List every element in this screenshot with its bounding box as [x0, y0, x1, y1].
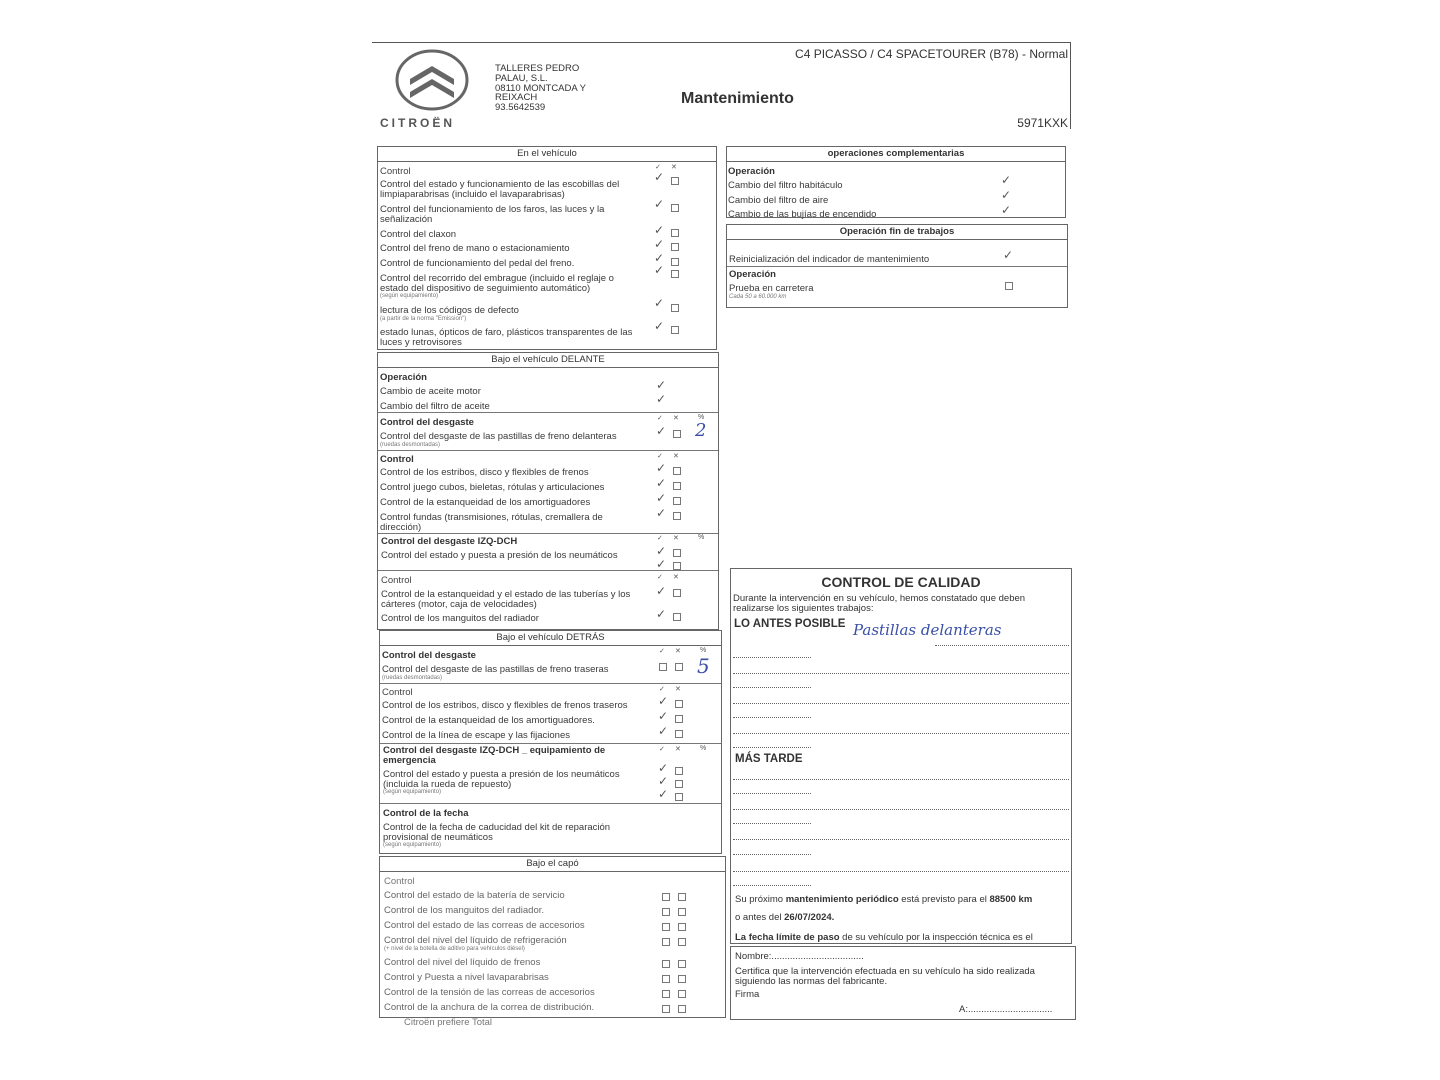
- column-pct: %: [700, 647, 707, 654]
- checkbox-icon: [675, 793, 683, 801]
- check-mark-icon: ✓: [654, 251, 665, 265]
- section-complementarias: [726, 146, 1066, 218]
- item-note: (ruedas desmontadas): [380, 441, 441, 448]
- item-text: Control del recorrido del embrague (incluido el reglaje o estado del dispositivo de seguimiento automático): [380, 273, 614, 294]
- list-item: estado lunas, ópticos de faro, plásticos transparentes de las luces y retrovisores: [380, 327, 633, 348]
- list-item: Cambio del filtro de aceite: [380, 401, 490, 412]
- handwritten-note: Pastillas delanteras: [853, 621, 1002, 639]
- dealer-info: TALLERES PEDRO PALAU, S.L. 08110 MONTCADA Y REIXACH 93.5642539: [495, 63, 586, 114]
- item-text: Prueba en carretera: [729, 283, 814, 294]
- checkbox-icon: [662, 923, 670, 931]
- check-mark-icon: ✓: [1001, 173, 1012, 187]
- list-item: [380, 432, 640, 448]
- list-item: Cambio de las bujías de encendido: [728, 209, 877, 220]
- column-ko: ✕: [673, 535, 679, 542]
- check-mark-icon: ✓: [656, 476, 667, 490]
- checkbox-icon: [673, 549, 681, 557]
- next-date-value: 26/07/2024.: [784, 912, 835, 923]
- list-item: Control de la línea de escape y las fijaciones: [382, 730, 571, 741]
- column-ok: ✓: [657, 415, 663, 422]
- check-mark-icon: ✓: [656, 544, 667, 558]
- checkbox-icon: [671, 326, 679, 334]
- section-firma: [730, 946, 1076, 1020]
- column-ok: ✓: [657, 574, 663, 581]
- itv-note: [735, 933, 1033, 943]
- list-item: Control del estado y puesta a presión de los neumáticos: [381, 550, 618, 561]
- list-item: [384, 936, 644, 952]
- checkbox-icon: [671, 243, 679, 251]
- list-item: [383, 823, 633, 848]
- dotted-line: [733, 793, 811, 794]
- dotted-line: [733, 733, 1069, 734]
- checkbox-icon: [671, 204, 679, 212]
- text: mantenimiento periódico: [785, 894, 899, 905]
- list-item: Cambio de aceite motor: [380, 386, 481, 397]
- list-item: [382, 665, 642, 681]
- group-label: Control del desgaste IZQ-DCH: [381, 536, 518, 547]
- checkbox-icon: [678, 975, 686, 983]
- group-label: Control: [380, 454, 414, 465]
- section-delante: [377, 352, 719, 630]
- list-item: Control del claxon: [380, 229, 457, 240]
- group-label: Control: [380, 166, 411, 177]
- dotted-line: [733, 657, 811, 658]
- dotted-line: [733, 703, 1069, 704]
- quality-intro: Durante la intervención en su vehículo, hemos constatado que deben realizarse los siguientes trabajos:: [733, 593, 1026, 614]
- item-text: Control del nivel del líquido de refrigeración: [384, 935, 567, 946]
- list-item: [380, 274, 630, 299]
- group-label: Control: [381, 575, 412, 586]
- checkbox-icon: [671, 304, 679, 312]
- checkbox-icon: [673, 562, 681, 570]
- check-mark-icon: ✓: [656, 584, 667, 598]
- checkbox-icon: [675, 700, 683, 708]
- list-item: Control de la estanqueidad y el estado de las tuberías y los cárteres (motor, caja de velocidades): [381, 589, 631, 610]
- text: La fecha límite de paso: [735, 932, 840, 943]
- check-mark-icon: ✓: [656, 392, 667, 406]
- divider: [378, 412, 718, 413]
- list-item: Control fundas (transmisiones, rótulas, cremallera de dirección): [380, 512, 603, 533]
- checkbox-icon: [673, 589, 681, 597]
- column-ok: ✓: [655, 164, 661, 171]
- checkbox-icon: [659, 663, 667, 671]
- group-label: Control: [382, 687, 413, 698]
- later-heading: MÁS TARDE: [735, 753, 803, 765]
- divider: [380, 683, 721, 684]
- checkbox-icon: [662, 938, 670, 946]
- license-plate: 5971KXK: [1017, 116, 1068, 130]
- check-mark-icon: ✓: [654, 197, 665, 211]
- column-ko: ✕: [675, 746, 681, 753]
- item-text: Control del desgaste de las pastillas de freno traseras: [382, 664, 609, 675]
- check-mark-icon: ✓: [656, 424, 667, 438]
- text: Su próximo: [735, 894, 786, 905]
- dotted-line: [733, 779, 1069, 780]
- item-note: Cada 50 a 60.000 km: [729, 293, 787, 300]
- checkbox-icon: [673, 497, 681, 505]
- text: o antes del: [735, 912, 785, 923]
- column-pct: %: [700, 745, 707, 752]
- handwritten-value: 2: [695, 420, 707, 441]
- column-ko: ✕: [671, 164, 677, 171]
- check-mark-icon: ✓: [1001, 203, 1012, 217]
- checkbox-icon: [673, 467, 681, 475]
- list-item: Control de la estanqueidad de los amortiguadores.: [382, 715, 595, 726]
- dotted-line: [733, 717, 811, 718]
- column-ok: ✓: [659, 648, 665, 655]
- column-pct: %: [698, 414, 705, 421]
- dotted-line: [733, 809, 1069, 810]
- list-item: Control del freno de mano o estacionamiento: [380, 243, 570, 254]
- item-note: (según equipamiento): [383, 789, 442, 796]
- list-item: Control del estado y funcionamiento de las escobillas del limpiaparabrisas (incluido el lavaparabrisas): [380, 179, 620, 200]
- list-item: Control del estado de la batería de servicio: [384, 890, 565, 901]
- quality-title: CONTROL DE CALIDAD: [821, 574, 981, 590]
- list-item: [729, 284, 814, 300]
- checkbox-icon: [678, 1005, 686, 1013]
- checkbox-icon: [662, 908, 670, 916]
- certification-text: Certifica que la intervención efectuada en su vehículo ha sido realizada siguiendo las normas del fabricante.: [735, 966, 1035, 987]
- check-mark-icon: ✓: [658, 787, 669, 801]
- dotted-line: [733, 823, 811, 824]
- item-note: (+ nivel de la botella de aditivo para vehículos diésel): [384, 945, 525, 952]
- maintenance-sheet: [372, 40, 1078, 1040]
- check-mark-icon: ✓: [658, 694, 669, 708]
- list-item: Control de los estribos, disco y flexibles de frenos traseros: [382, 700, 628, 711]
- list-item: Cambio del filtro habitáculo: [728, 180, 843, 191]
- checkbox-icon: [673, 512, 681, 520]
- check-mark-icon: ✓: [658, 774, 669, 788]
- checkbox-icon: [675, 780, 683, 788]
- check-mark-icon: ✓: [654, 263, 665, 277]
- group-label: Control de la fecha: [383, 808, 469, 819]
- asap-heading: LO ANTES POSIBLE: [734, 618, 846, 630]
- list-item: Control de los estribos, disco y flexibles de frenos: [380, 467, 589, 478]
- dotted-line: [733, 854, 811, 855]
- divider: [727, 266, 1067, 267]
- text: de su vehículo por la inspección técnica es el: [839, 932, 1033, 943]
- name-line: Nombre:...................................: [735, 951, 864, 962]
- column-ok: ✓: [657, 535, 663, 542]
- column-ko: ✕: [675, 648, 681, 655]
- section-title: Bajo el vehículo DETRÁS: [380, 631, 721, 646]
- section-title: operaciones complementarias: [727, 147, 1065, 162]
- checkbox-icon: [662, 1005, 670, 1013]
- list-item: Control y Puesta a nivel lavaparabrisas: [384, 972, 549, 983]
- group-label: Operación: [728, 166, 775, 177]
- list-item: Control de la estanqueidad de los amortiguadores: [380, 497, 591, 508]
- column-ko: ✕: [673, 415, 679, 422]
- column-ko: ✕: [673, 574, 679, 581]
- checkbox-icon: [673, 482, 681, 490]
- group-label: Control del desgaste: [380, 417, 474, 428]
- column-ok: ✓: [659, 746, 665, 753]
- group-label: Operación: [380, 372, 427, 383]
- section-title: Bajo el capó: [380, 857, 725, 872]
- dotted-line: [733, 885, 811, 886]
- check-mark-icon: ✓: [656, 506, 667, 520]
- divider: [380, 803, 721, 804]
- page-title: Mantenimiento: [681, 90, 794, 107]
- list-item: Control de los manguitos del radiador: [381, 613, 539, 624]
- list-item: Control de la tensión de las correas de accesorios: [384, 987, 595, 998]
- dotted-line: [733, 871, 1069, 872]
- check-mark-icon: ✓: [656, 378, 667, 392]
- divider: [378, 450, 718, 451]
- column-pct: %: [698, 534, 705, 541]
- next-km: 88500 km: [989, 894, 1033, 905]
- list-item: Control de los manguitos del radiador.: [384, 905, 545, 916]
- check-mark-icon: ✓: [654, 223, 665, 237]
- group-label: Control: [384, 876, 415, 887]
- check-mark-icon: ✓: [656, 607, 667, 621]
- item-note: (según equipamiento): [380, 293, 439, 300]
- group-label: Control del desgaste IZQ-DCH _ equipamiento de emergencia: [383, 745, 606, 766]
- divider: [380, 743, 721, 744]
- vehicle-model: C4 PICASSO / C4 SPACETOURER (B78) - Normal: [795, 47, 1068, 61]
- dotted-line: [733, 673, 1069, 674]
- checkbox-icon: [675, 730, 683, 738]
- signature-label: Firma: [735, 989, 760, 1000]
- section-en-vehiculo: [377, 146, 717, 350]
- checkbox-icon: [671, 177, 679, 185]
- citroen-logo-icon: [394, 49, 470, 111]
- section-fin-trabajos: [726, 224, 1068, 308]
- item-text: Control de la fecha de caducidad del kit de reparación provisional de neumáticos: [383, 822, 611, 843]
- handwritten-value: 5: [697, 654, 710, 678]
- checkbox-icon: [675, 715, 683, 723]
- place-line: A:................................: [959, 1004, 1053, 1015]
- sheet-header: [372, 42, 1071, 129]
- check-mark-icon: ✓: [656, 557, 667, 571]
- list-item: Cambio del filtro de aire: [728, 195, 829, 206]
- check-mark-icon: ✓: [654, 319, 665, 333]
- group-label: Control del desgaste: [382, 650, 476, 661]
- list-item: [383, 770, 638, 795]
- checkbox-icon: [673, 613, 681, 621]
- list-item: [380, 306, 630, 322]
- brand-name: CITROËN: [380, 116, 455, 130]
- checkbox-icon: [678, 990, 686, 998]
- checkbox-icon: [678, 908, 686, 916]
- check-mark-icon: ✓: [658, 709, 669, 723]
- check-mark-icon: ✓: [654, 170, 665, 184]
- checkbox-icon: [671, 270, 679, 278]
- check-mark-icon: ✓: [1003, 248, 1014, 262]
- item-note: (según equipamiento): [383, 842, 442, 849]
- section-title: Operación fin de trabajos: [727, 225, 1067, 240]
- checkbox-icon: [1005, 282, 1013, 290]
- column-ko: ✕: [675, 686, 681, 693]
- item-note: (a partir de la norma "Emission"): [380, 315, 467, 322]
- checkbox-icon: [671, 229, 679, 237]
- list-item: Control de la anchura de la correa de distribución.: [384, 1002, 595, 1013]
- list-item: Control juego cubos, bieletas, rótulas y articulaciones: [380, 482, 605, 493]
- list-item: Control del nivel del líquido de frenos: [384, 957, 541, 968]
- next-maintenance: [735, 895, 1032, 905]
- checkbox-icon: [662, 893, 670, 901]
- group-label: Operación: [729, 269, 776, 280]
- checkbox-icon: [675, 663, 683, 671]
- checkbox-icon: [662, 960, 670, 968]
- section-title: En el vehículo: [378, 147, 716, 162]
- item-text: Control del estado y puesta a presión de los neumáticos (incluida la rueda de repuesto): [383, 769, 620, 790]
- checkbox-icon: [678, 893, 686, 901]
- dotted-line: [733, 687, 811, 688]
- check-mark-icon: ✓: [656, 491, 667, 505]
- checkbox-icon: [678, 938, 686, 946]
- check-mark-icon: ✓: [658, 761, 669, 775]
- item-text: Control del desgaste de las pastillas de freno delanteras: [380, 431, 617, 442]
- section-title: Bajo el vehículo DELANTE: [378, 353, 718, 368]
- section-detras: [379, 630, 722, 854]
- section-control-calidad: [730, 568, 1072, 944]
- list-item: Control del estado de las correas de accesorios: [384, 920, 585, 931]
- check-mark-icon: ✓: [1001, 188, 1012, 202]
- column-ko: ✕: [673, 453, 679, 460]
- checkbox-icon: [675, 767, 683, 775]
- section-capo: [379, 856, 726, 1018]
- column-ok: ✓: [657, 453, 663, 460]
- list-item: Reinicialización del indicador de mantenimiento: [729, 254, 930, 265]
- dotted-line: [733, 747, 811, 748]
- checkbox-icon: [673, 430, 681, 438]
- divider: [378, 570, 718, 571]
- footer-brand: Citroën prefiere Total: [404, 1017, 493, 1028]
- checkbox-icon: [662, 975, 670, 983]
- check-mark-icon: ✓: [654, 237, 665, 251]
- dotted-line: [935, 645, 1069, 646]
- check-mark-icon: ✓: [654, 296, 665, 310]
- checkbox-icon: [678, 923, 686, 931]
- item-text: lectura de los códigos de defecto: [380, 305, 519, 316]
- text: está previsto para el: [898, 894, 990, 905]
- next-date: [735, 913, 834, 923]
- check-mark-icon: ✓: [658, 724, 669, 738]
- checkbox-icon: [671, 258, 679, 266]
- divider: [378, 533, 718, 534]
- column-ok: ✓: [659, 686, 665, 693]
- checkbox-icon: [678, 960, 686, 968]
- dotted-line: [733, 839, 1069, 840]
- checkbox-icon: [662, 990, 670, 998]
- list-item: Control de funcionamiento del pedal del freno.: [380, 258, 575, 269]
- item-note: (ruedas desmontadas): [382, 674, 443, 681]
- check-mark-icon: ✓: [656, 461, 667, 475]
- list-item: Control del funcionamiento de los faros, las luces y la señalización: [380, 204, 605, 225]
